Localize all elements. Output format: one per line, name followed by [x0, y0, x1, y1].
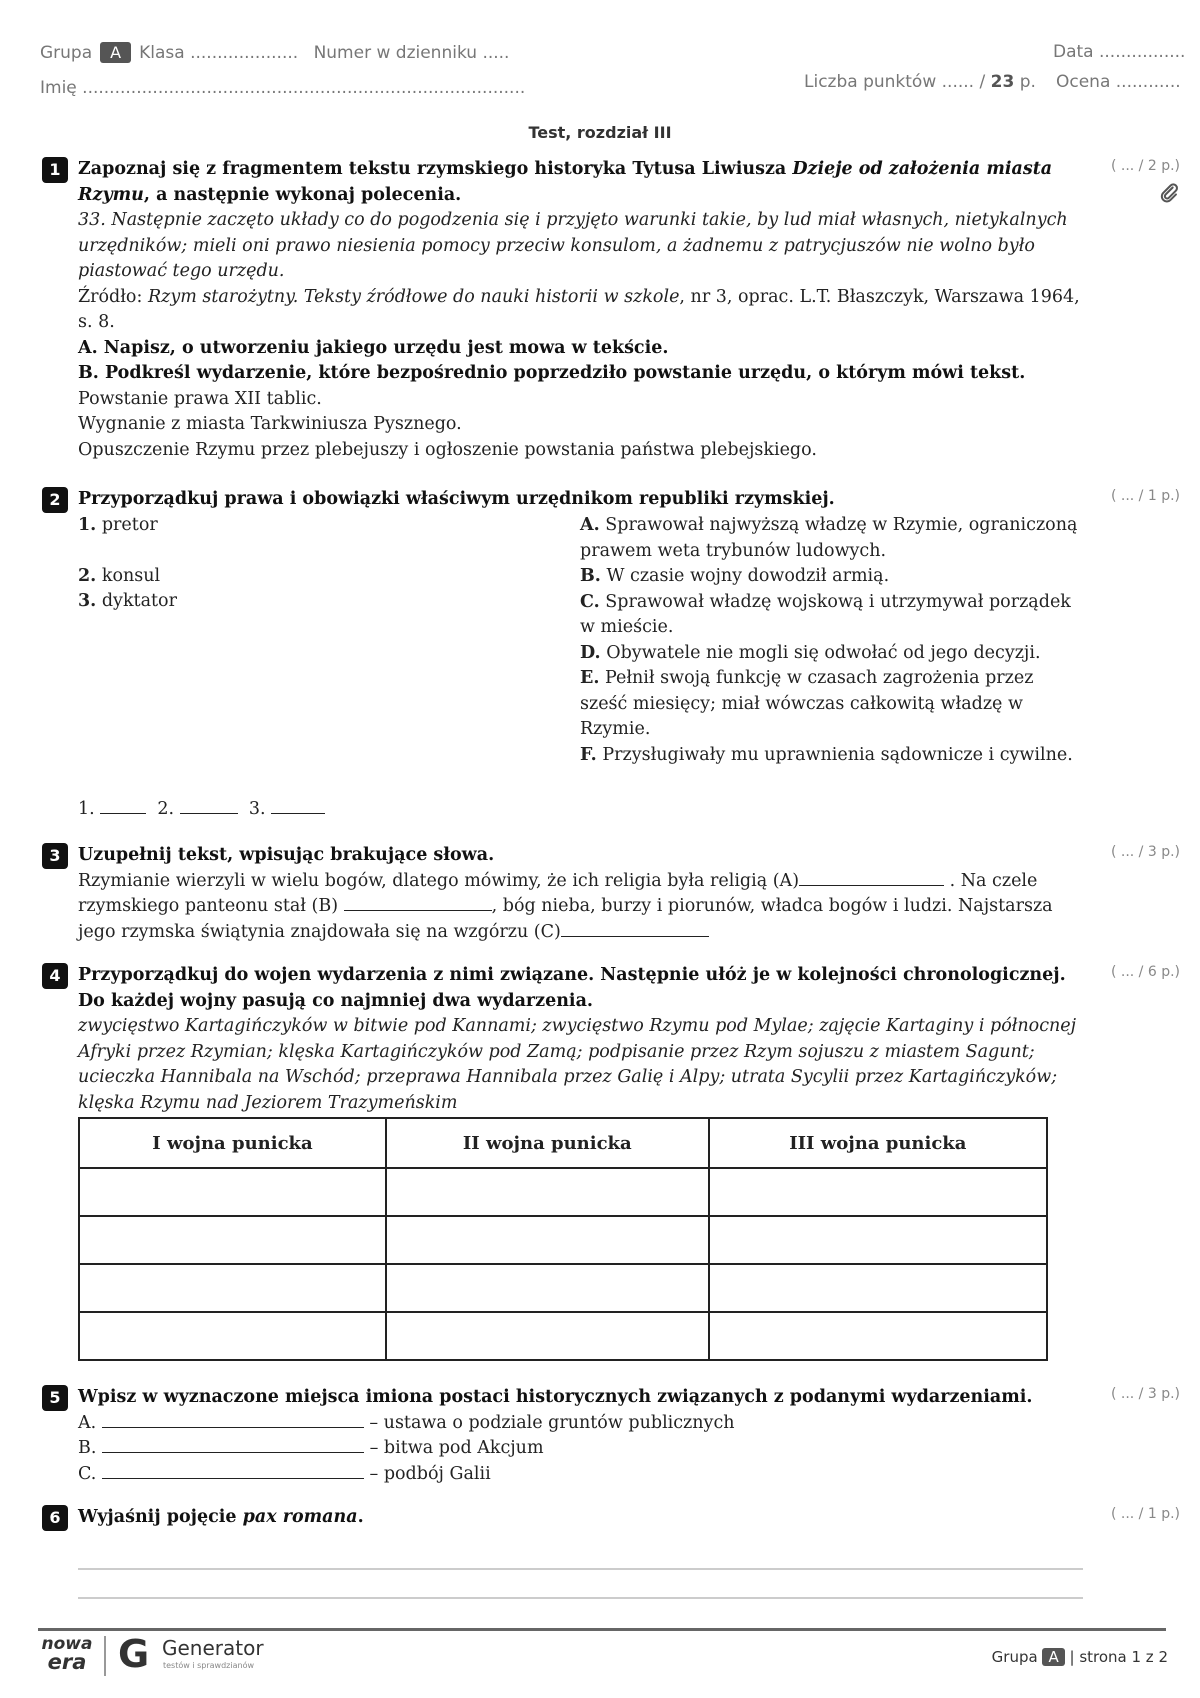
duties-list — [580, 513, 1080, 768]
task-points-4: ( ... / 6 p.) — [1110, 964, 1180, 980]
task-points-1: ( ... / 2 p.) — [1110, 158, 1180, 174]
table-cell[interactable] — [709, 1216, 1047, 1264]
task-1a: A. Napisz, o utworzeniu jakiego urzędu jest mowa w tekście. — [78, 337, 669, 358]
col-2-header: II wojna punicka — [386, 1118, 709, 1168]
nowa-era-logo: nowa era — [41, 1634, 93, 1674]
task-6 — [78, 1505, 1083, 1531]
table-cell[interactable] — [79, 1312, 386, 1360]
date-field: Data ................ — [1053, 42, 1186, 62]
class-field: Klasa .................... — [139, 43, 299, 63]
task-6-command: Wyjaśnij pojęcie pax romana. — [78, 1507, 364, 1527]
task-4 — [78, 963, 1083, 1116]
footer-page-info — [992, 1648, 1168, 1666]
officials-list — [78, 513, 518, 615]
points-prefix: Liczba punktów ...... / — [804, 72, 986, 92]
table-row — [79, 1312, 1047, 1360]
person-c: C. – podbój Galii — [78, 1463, 491, 1484]
table-cell[interactable] — [386, 1168, 709, 1216]
points-field — [804, 72, 1036, 92]
task-5 — [78, 1385, 1083, 1487]
duty-f: F. Przysługiwały mu uprawnienia sądownicze i cywilne. — [580, 744, 1073, 765]
grade-field: Ocena ............ — [1056, 72, 1181, 92]
task-number-6: 6 — [42, 1505, 68, 1531]
table-cell[interactable] — [79, 1264, 386, 1312]
option-3[interactable]: Opuszczenie Rzymu przez plebejuszy i ogłoszenie powstania państwa plebejskiego. — [78, 439, 817, 460]
name-blank-c[interactable] — [102, 1478, 364, 1479]
paperclip-icon — [1158, 182, 1180, 210]
task-points-2: ( ... / 1 p.) — [1110, 488, 1180, 504]
col-1-header: I wojna punicka — [79, 1118, 386, 1168]
punic-wars-table — [78, 1117, 1048, 1361]
blank-b[interactable] — [344, 910, 492, 911]
task-number-4: 4 — [42, 963, 68, 989]
task-5-command: Wpisz w wyznaczone miejsca imiona postaci historycznych związanych z podanymi wydarzeniami. — [78, 1387, 1033, 1407]
table-row — [79, 1264, 1047, 1312]
source-citation: Źródło: Rzym starożytny. Teksty źródłowe do nauki historii w szkole, nr 3, oprac. L.T. Błaszczyk, Warszawa 1964, s. 8. — [78, 286, 1080, 332]
task-number-3: 3 — [42, 843, 68, 869]
task-2-answers: 1. 2. 3. — [78, 797, 1083, 823]
task-points-5: ( ... / 3 p.) — [1110, 1386, 1180, 1402]
name-blank-b[interactable] — [102, 1452, 364, 1453]
page-title: Test, rozdział III — [528, 123, 672, 142]
col-3-header: III wojna punicka — [709, 1118, 1047, 1168]
table-header-row — [79, 1118, 1047, 1168]
answer-blank-2[interactable] — [180, 813, 238, 814]
answer-blank-1[interactable] — [100, 813, 146, 814]
table-cell[interactable] — [386, 1312, 709, 1360]
option-2[interactable]: Wygnanie z miasta Tarkwiniusza Pysznego. — [78, 414, 462, 434]
name-blank-a[interactable] — [102, 1427, 364, 1428]
footer-group-label: Grupa — [991, 1648, 1038, 1666]
blank-a[interactable] — [799, 885, 944, 886]
points-suffix: p. — [1019, 72, 1036, 92]
logo-separator — [104, 1636, 106, 1676]
table-cell[interactable] — [709, 1264, 1047, 1312]
task-number-5: 5 — [42, 1385, 68, 1411]
group-badge: A — [100, 42, 131, 63]
table-cell[interactable] — [386, 1216, 709, 1264]
task-number-1: 1 — [42, 157, 68, 183]
task-1b: B. Podkreśl wydarzenie, które bezpośrednio poprzedziło powstanie urzędu, o którym mówi tekst. — [78, 363, 1026, 383]
name-field: Imię .................................................................................. — [40, 78, 526, 98]
duty-e: E. Pełnił swoją funkcję w czasach zagrożenia przez sześć miesięcy; miał wówczas całkowitą władzę w Rzymie. — [580, 668, 1034, 739]
task-3 — [78, 843, 1083, 945]
generator-logo-subtitle: testów i sprawdzianów — [163, 1661, 254, 1670]
generator-logo-icon: G — [118, 1632, 150, 1676]
duty-a: A. Sprawował najwyższą władzę w Rzymie, ograniczoną prawem weta trybunów ludowych. — [580, 515, 1078, 561]
duty-c: C. Sprawował władzę wojskową i utrzymywał porządek w mieście. — [580, 591, 1071, 637]
person-a: A. – ustawa o podziale gruntów publicznych — [78, 1412, 735, 1433]
answer-line-1[interactable] — [78, 1568, 1083, 1570]
official-3: 3. dyktator — [78, 591, 177, 611]
task-3-text: Rzymianie wierzyli w wielu bogów, dlatego mówimy, że ich religia była religią (A) . Na czele rzymskiego panteonu stał (B) , bóg nieba, burzy i piorunów, władca bogów i ludzi. Najstarsza jego rzymska świątynia znajdowała się na wzgórzu (C) — [78, 870, 1053, 942]
blank-c[interactable] — [561, 936, 709, 937]
page-number: | strona 1 z 2 — [1069, 1648, 1168, 1666]
official-2: 2. konsul — [78, 565, 161, 586]
table-row — [79, 1216, 1047, 1264]
task-1-command: Zapoznaj się z fragmentem tekstu rzymskiego historyka Tytusa Liwiusza Dzieje od założenia miasta Rzymu, a następnie wykonaj polecenia. — [78, 159, 1053, 205]
table-cell[interactable] — [79, 1168, 386, 1216]
duty-b: B. W czasie wojny dowodził armią. — [580, 566, 890, 586]
footer-group-badge: A — [1042, 1648, 1064, 1666]
table-row — [79, 1168, 1047, 1216]
person-b: B. – bitwa pod Akcjum — [78, 1438, 544, 1458]
generator-logo-text: Generator — [162, 1636, 264, 1660]
table-cell[interactable] — [709, 1312, 1047, 1360]
task-3-command: Uzupełnij tekst, wpisując brakujące słowa. — [78, 845, 495, 865]
answer-blank-3[interactable] — [271, 813, 325, 814]
duty-d: D. Obywatele nie mogli się odwołać od jego decyzji. — [580, 642, 1041, 663]
table-cell[interactable] — [386, 1264, 709, 1312]
answer-line-2[interactable] — [78, 1597, 1083, 1599]
task-points-6: ( ... / 1 p.) — [1110, 1506, 1180, 1522]
task-4-command: Przyporządkuj do wojen wydarzenia z nimi związane. Następnie ułóż je w kolejności chronologicznej. Do każdej wojny pasują co najmniej dwa wydarzenia. — [78, 965, 1066, 1011]
task-4-events: zwycięstwo Kartagińczyków w bitwie pod Kannami; zwycięstwo Rzymu pod Mylae; zajęcie Kartaginy i północnej Afryki przez Rzymian; klęska Kartagińczyków pod Zamą; podpisanie przez Rzym sojuszu z miastem Sagunt; ucieczka Hannibala na Wschód; przeprawa Hannibala przez Galię i Alpy; utrata Sycylii przez Kartagińczyków; klęska Rzymu nad Jeziorem Trazymeńskim — [78, 1016, 1077, 1113]
task-1 — [78, 157, 1083, 463]
source-quote: 33. Następnie zaczęto układy co do pogodzenia się i przyjęto warunki takie, by lud miał własnych, nietykalnych urzędników; mieli oni prawo niesienia pomocy przeciw konsulom, a żadnemu z patrycjuszów nie wolno było piastować tego urzędu. — [78, 210, 1068, 281]
footer-divider — [38, 1628, 1166, 1631]
points-total: 23 — [990, 72, 1015, 92]
task-2 — [78, 487, 1083, 513]
header-group — [40, 42, 509, 63]
option-1[interactable]: Powstanie prawa XII tablic. — [78, 388, 322, 409]
table-cell[interactable] — [79, 1216, 386, 1264]
group-label: Grupa — [40, 43, 93, 63]
register-number-field: Numer w dzienniku ..... — [313, 43, 510, 63]
task-points-3: ( ... / 3 p.) — [1110, 844, 1180, 860]
task-number-2: 2 — [42, 487, 68, 513]
table-cell[interactable] — [709, 1168, 1047, 1216]
task-2-command: Przyporządkuj prawa i obowiązki właściwym urzędnikom republiki rzymskiej. — [78, 489, 835, 509]
official-1: 1. pretor — [78, 515, 158, 535]
